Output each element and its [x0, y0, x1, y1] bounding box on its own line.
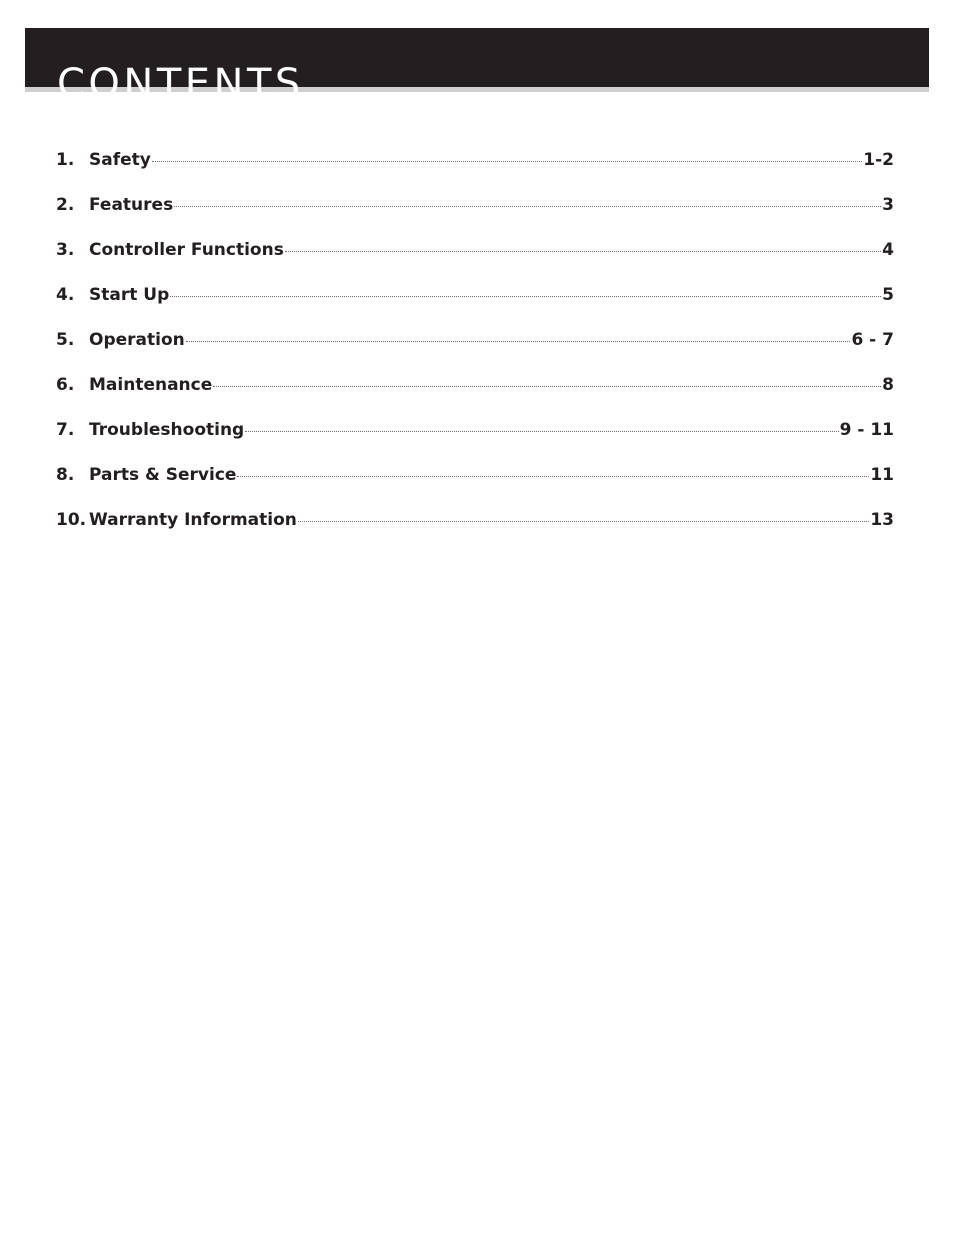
toc-entry-title: Safety	[89, 150, 151, 170]
toc-entry-start-up[interactable]	[56, 285, 894, 330]
toc-entry-parts-service[interactable]	[56, 465, 894, 510]
table-of-contents	[56, 150, 894, 555]
toc-entry-number: 10.	[56, 510, 87, 530]
toc-entry-page: 3	[882, 195, 894, 215]
toc-entry-title: Parts & Service	[89, 465, 237, 485]
toc-entry-title: Troubleshooting	[89, 420, 245, 440]
dot-leader	[298, 521, 869, 522]
toc-entry-title: Maintenance	[89, 375, 213, 395]
toc-entry-number: 6.	[56, 375, 75, 395]
toc-entry-warranty-information[interactable]	[56, 510, 894, 555]
toc-entry-page: 1-2	[863, 150, 894, 170]
dot-leader	[170, 296, 881, 297]
page-title: CONTENTS	[57, 60, 304, 107]
toc-entry-features[interactable]	[56, 195, 894, 240]
toc-entry-number: 2.	[56, 195, 75, 215]
dot-leader	[152, 161, 862, 162]
toc-entry-title: Operation	[89, 330, 185, 350]
toc-entry-page: 9 - 11	[839, 420, 894, 440]
dot-leader	[237, 476, 869, 477]
toc-entry-title: Features	[89, 195, 174, 215]
toc-entry-number: 5.	[56, 330, 75, 350]
toc-entry-controller-functions[interactable]	[56, 240, 894, 285]
toc-entry-operation[interactable]	[56, 330, 894, 375]
toc-entry-safety[interactable]	[56, 150, 894, 195]
dot-leader	[285, 251, 881, 252]
dot-leader	[186, 341, 851, 342]
toc-entry-number: 7.	[56, 420, 75, 440]
toc-entry-page: 13	[870, 510, 894, 530]
toc-entry-page: 4	[882, 240, 894, 260]
toc-entry-page: 8	[882, 375, 894, 395]
toc-entry-title: Controller Functions	[89, 240, 284, 260]
toc-entry-page: 5	[882, 285, 894, 305]
toc-entry-number: 1.	[56, 150, 75, 170]
dot-leader	[174, 206, 881, 207]
toc-entry-maintenance[interactable]	[56, 375, 894, 420]
dot-leader	[245, 431, 838, 432]
toc-entry-page: 11	[870, 465, 894, 485]
toc-entry-number: 3.	[56, 240, 75, 260]
dot-leader	[213, 386, 881, 387]
toc-entry-page: 6 - 7	[851, 330, 894, 350]
toc-entry-title: Warranty Information	[89, 510, 297, 530]
toc-entry-number: 8.	[56, 465, 75, 485]
toc-entry-number: 4.	[56, 285, 75, 305]
toc-entry-troubleshooting[interactable]	[56, 420, 894, 465]
toc-entry-title: Start Up	[89, 285, 170, 305]
